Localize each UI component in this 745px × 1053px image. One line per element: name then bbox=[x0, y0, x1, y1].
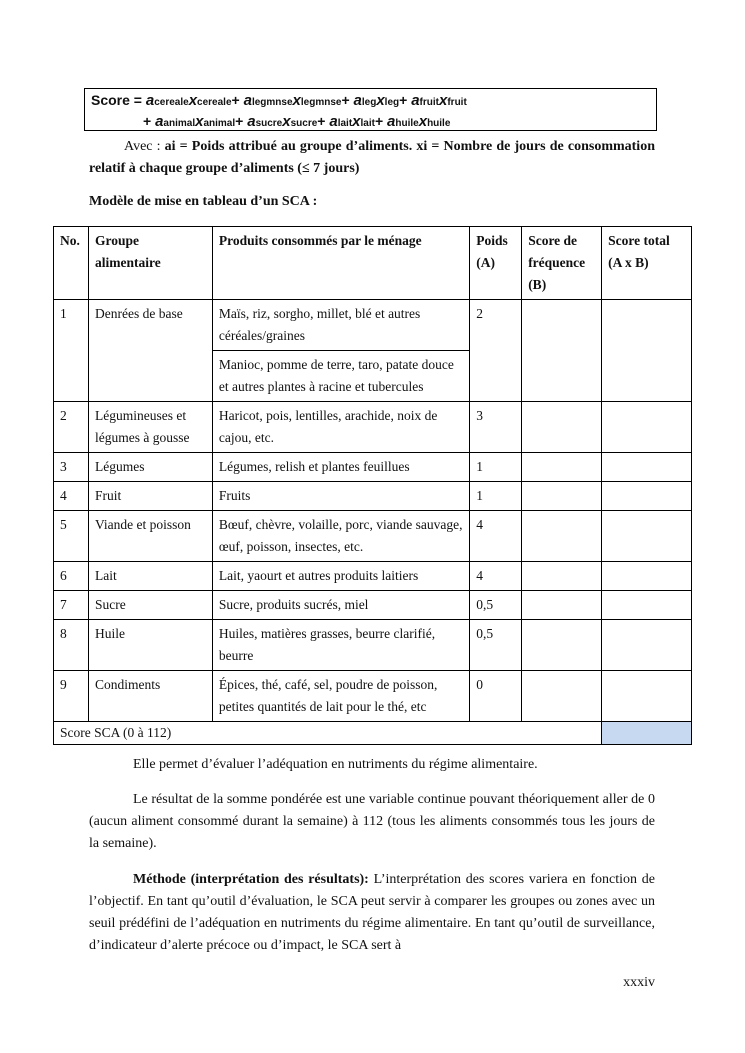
plus-sign: + bbox=[399, 92, 408, 108]
cell-poids: 0,5 bbox=[470, 620, 522, 671]
table-footer-row bbox=[54, 722, 692, 745]
formula-term: afruitxfruit bbox=[411, 92, 467, 109]
cell-no: 5 bbox=[54, 511, 89, 562]
sca-table bbox=[53, 226, 692, 745]
formula-term: alegmnsexlegmnse bbox=[243, 92, 342, 109]
cell-produits: Lait, yaourt et autres produits laitiers bbox=[212, 562, 469, 591]
method-text: L’interprétation des scores variera en fonction de l’objectif. En tant qu’outil d’évaluation, le SCA peut servir à comparer les groupes ou zones avec un seuil prédéfini de l’adéquation en nutriments du régime alimentaire. En tant qu’outil de surveillance, d’indicateur d’alerte précoce ou d’impact, le SCA sert à bbox=[89, 872, 655, 953]
cell-produits: Sucre, produits sucrés, miel bbox=[212, 591, 469, 620]
cell-poids: 3 bbox=[470, 402, 522, 453]
cell-poids: 4 bbox=[470, 562, 522, 591]
method-lead: Méthode (interprétation des résultats): bbox=[133, 872, 369, 887]
page-number: xxxiv bbox=[623, 975, 655, 990]
formula-line-2 bbox=[143, 113, 450, 130]
cell-no: 1 bbox=[54, 300, 89, 402]
cell-produits: Haricot, pois, lentilles, arachide, noix de cajou, etc. bbox=[212, 402, 469, 453]
cell-poids: 1 bbox=[470, 482, 522, 511]
paragraph-2: Le résultat de la somme pondérée est une variable continue pouvant théoriquement aller de 0 (aucun aliment consommé durant la semaine) à 112 (tous les aliments consommés tous les jours de la semaine). bbox=[89, 792, 655, 851]
table-row bbox=[54, 562, 692, 591]
cell-no: 7 bbox=[54, 591, 89, 620]
cell-frequence bbox=[522, 562, 602, 591]
cell-groupe: Condiments bbox=[88, 671, 212, 722]
cell-frequence bbox=[522, 591, 602, 620]
table-row bbox=[54, 453, 692, 482]
table-row bbox=[54, 620, 692, 671]
cell-poids: 1 bbox=[470, 453, 522, 482]
cell-frequence bbox=[522, 620, 602, 671]
cell-score-total bbox=[602, 453, 692, 482]
cell-poids: 4 bbox=[470, 511, 522, 562]
table-row bbox=[54, 671, 692, 722]
paragraph-1: Elle permet d’évaluer l’adéquation en nutriments du régime alimentaire. bbox=[133, 757, 538, 772]
cell-groupe: Fruit bbox=[88, 482, 212, 511]
cell-produits: Fruits bbox=[212, 482, 469, 511]
table-row bbox=[54, 300, 692, 351]
cell-produits: Huiles, matières grasses, beurre clarifié, beurre bbox=[212, 620, 469, 671]
cell-no: 9 bbox=[54, 671, 89, 722]
formula-term: acerealexcereale bbox=[145, 92, 232, 109]
cell-produits: Bœuf, chèvre, volaille, porc, viande sauvage, œuf, poisson, insectes, etc. bbox=[212, 511, 469, 562]
cell-score-total bbox=[602, 402, 692, 453]
formula-term: alegxleg bbox=[353, 92, 400, 109]
cell-groupe: Sucre bbox=[88, 591, 212, 620]
table-heading: Modèle de mise en tableau d’un SCA : bbox=[89, 194, 318, 209]
cell-poids: 0 bbox=[470, 671, 522, 722]
cell-score-total bbox=[602, 511, 692, 562]
avec-paragraph bbox=[89, 136, 655, 180]
plus-sign: + bbox=[235, 113, 244, 129]
header-no: No. bbox=[54, 227, 89, 300]
plus-sign: + bbox=[374, 113, 384, 129]
cell-groupe: Légumes bbox=[88, 453, 212, 482]
cell-frequence bbox=[522, 671, 602, 722]
cell-groupe: Viande et poisson bbox=[88, 511, 212, 562]
header-frequence: Score de fréquence (B) bbox=[522, 227, 602, 300]
table-row bbox=[54, 591, 692, 620]
avec-prefix: Avec : bbox=[124, 139, 165, 154]
cell-produits: Légumes, relish et plantes feuillues bbox=[212, 453, 469, 482]
cell-score-total bbox=[602, 620, 692, 671]
cell-frequence bbox=[522, 402, 602, 453]
header-score-total: Score total (A x B) bbox=[602, 227, 692, 300]
table-row bbox=[54, 511, 692, 562]
cell-groupe: Denrées de base bbox=[88, 300, 212, 402]
formula-line-1 bbox=[91, 92, 467, 109]
header-poids: Poids (A) bbox=[470, 227, 522, 300]
avec-definition: ai = Poids attribué au groupe d’aliments. xi = Nombre de jours de consommation relatif à chaque groupe d’aliments (≤ 7 jours) bbox=[89, 139, 655, 176]
cell-groupe: Huile bbox=[88, 620, 212, 671]
formula-term: asucrexsucre bbox=[247, 113, 318, 130]
plus-sign: + bbox=[231, 92, 240, 108]
cell-score-total bbox=[602, 671, 692, 722]
cell-groupe: Légumineuses et légumes à gousse bbox=[88, 402, 212, 453]
cell-produits: Épices, thé, café, sel, poudre de poisson, petites quantités de lait pour le thé, etc bbox=[212, 671, 469, 722]
paragraph-3 bbox=[89, 869, 655, 957]
cell-frequence bbox=[522, 453, 602, 482]
formula-term: aanimalxanimal bbox=[155, 113, 236, 130]
cell-score-total bbox=[602, 482, 692, 511]
plus-sign: + bbox=[317, 113, 326, 129]
table-row bbox=[54, 482, 692, 511]
cell-groupe: Lait bbox=[88, 562, 212, 591]
formula-term: alaitxlait bbox=[329, 113, 375, 130]
formula-term: ahuilexhuile bbox=[387, 113, 451, 130]
cell-score-total bbox=[602, 591, 692, 620]
footer-label: Score SCA (0 à 112) bbox=[54, 722, 602, 745]
header-groupe: Groupe alimentaire bbox=[88, 227, 212, 300]
header-produits: Produits consommés par le ménage bbox=[212, 227, 469, 300]
plus-sign: + bbox=[341, 92, 350, 108]
cell-no: 2 bbox=[54, 402, 89, 453]
cell-score-total bbox=[602, 300, 692, 402]
cell-produits: Maïs, riz, sorgho, millet, blé et autres céréales/graines bbox=[212, 300, 469, 351]
cell-poids: 2 bbox=[470, 300, 522, 402]
cell-no: 4 bbox=[54, 482, 89, 511]
cell-frequence bbox=[522, 300, 602, 402]
cell-score-total bbox=[602, 562, 692, 591]
table-header-row bbox=[54, 227, 692, 300]
cell-produits: Manioc, pomme de terre, taro, patate douce et autres plantes à racine et tubercules bbox=[212, 351, 469, 402]
cell-no: 3 bbox=[54, 453, 89, 482]
cell-no: 8 bbox=[54, 620, 89, 671]
cell-poids: 0,5 bbox=[470, 591, 522, 620]
formula-label: Score = bbox=[91, 92, 146, 108]
cell-no: 6 bbox=[54, 562, 89, 591]
formula-box bbox=[84, 88, 657, 131]
cell-frequence bbox=[522, 482, 602, 511]
cell-frequence bbox=[522, 511, 602, 562]
footer-total-cell bbox=[602, 722, 692, 745]
table-row bbox=[54, 402, 692, 453]
plus-sign: + bbox=[143, 113, 152, 129]
